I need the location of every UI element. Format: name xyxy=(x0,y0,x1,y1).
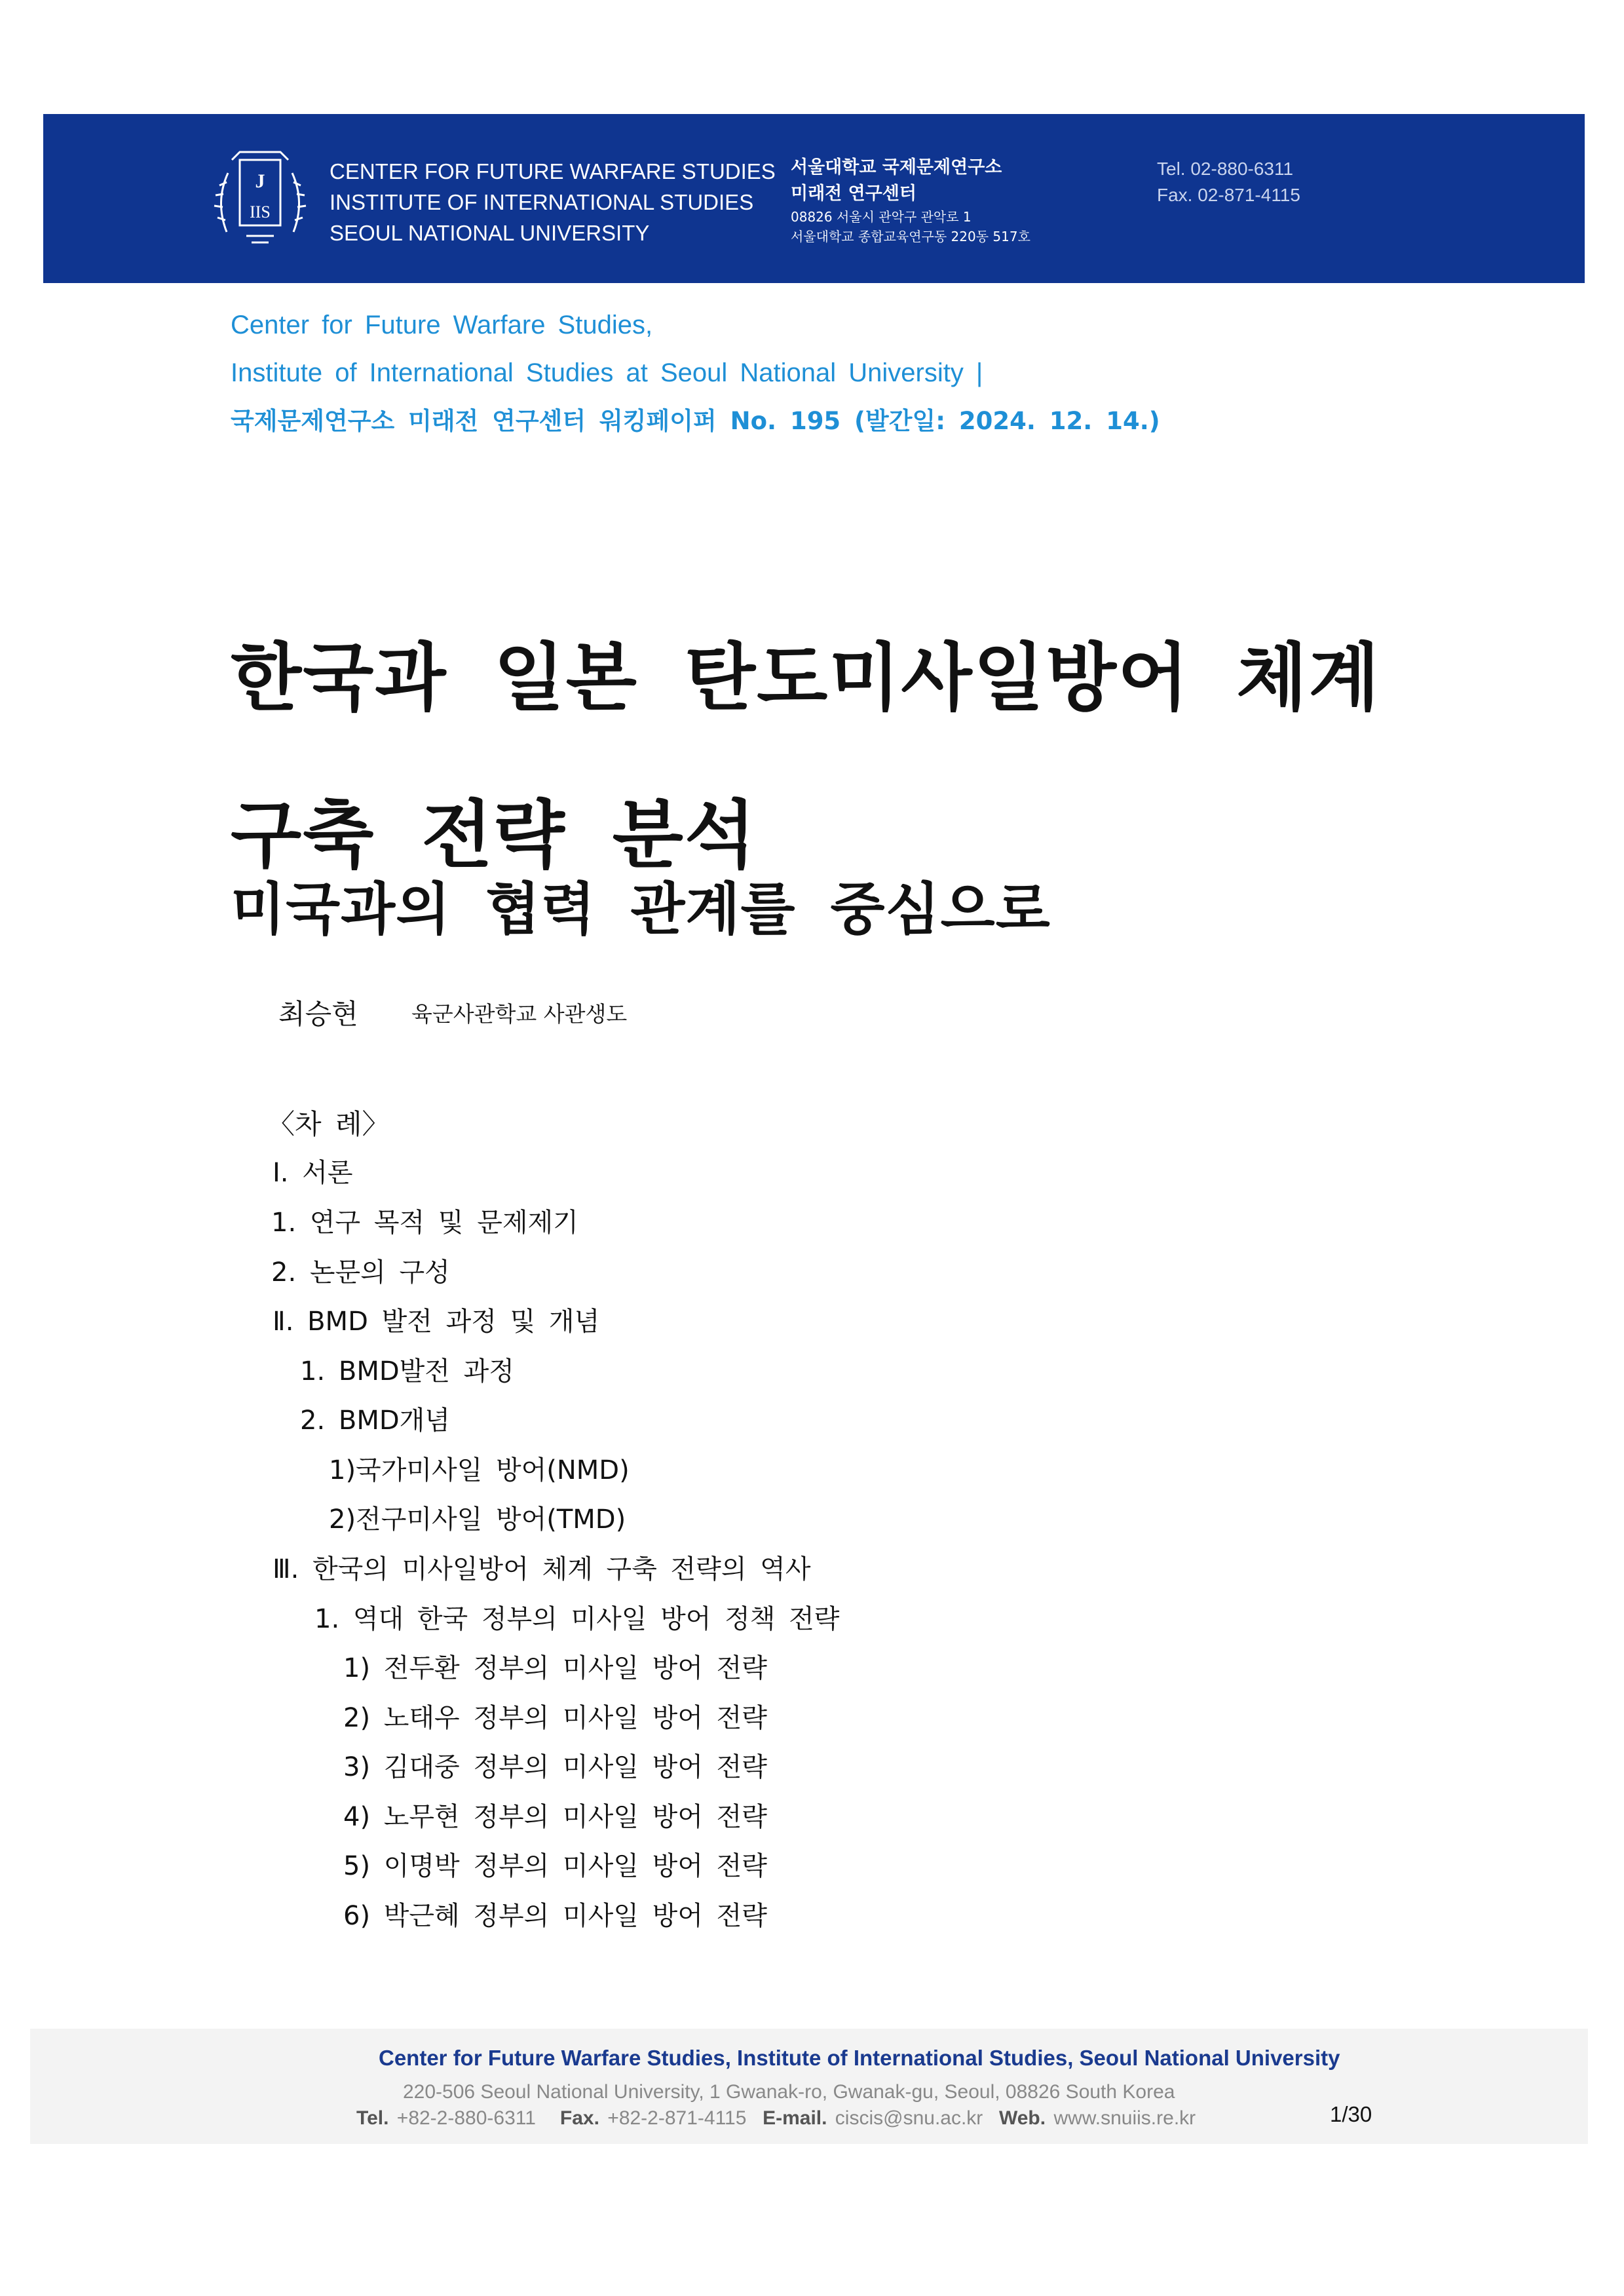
footer-fax-label: Fax. xyxy=(559,2107,599,2129)
banner-contact xyxy=(1157,156,1300,208)
author-name: 최승현 xyxy=(278,998,358,1030)
banner-en-line: SEOUL NATIONAL UNIVERSITY xyxy=(330,221,650,245)
footer-fax: +82-2-871-4115 xyxy=(607,2107,747,2129)
banner-address-line2: 서울대학교 종합교육연구동 220동 517호 xyxy=(791,229,1030,244)
toc-item: 1. BMD발전 과정 xyxy=(300,1356,514,1387)
footer-tel: +82-2-880-6311 xyxy=(396,2107,536,2129)
footer-tel-label: Tel. xyxy=(356,2107,389,2129)
banner-fax: Fax. 02-871-4115 xyxy=(1157,185,1300,205)
toc-item: 4) 노무현 정부의 미사일 방어 전략 xyxy=(343,1802,767,1832)
toc-item: 1. 연구 목적 및 문제제기 xyxy=(271,1208,578,1238)
toc-item: 1) 전두환 정부의 미사일 방어 전략 xyxy=(343,1653,767,1683)
banner-tel: Tel. 02-880-6311 xyxy=(1157,159,1294,179)
paper-header xyxy=(231,301,1160,445)
banner-english-name xyxy=(330,156,776,248)
footer-web-link[interactable]: www.snuiis.re.kr xyxy=(1053,2107,1196,2129)
toc-item: 2) 노태우 정부의 미사일 방어 전략 xyxy=(343,1703,767,1733)
toc-heading: 〈차 례〉 xyxy=(267,1108,390,1140)
header-line2: Institute of International Studies at Seoul National University | xyxy=(231,358,983,387)
logo-text: IIS xyxy=(250,202,271,221)
toc-item: Ⅱ. BMD 발전 과정 및 개념 xyxy=(273,1307,600,1337)
header-line1: Center for Future Warfare Studies, xyxy=(231,311,653,339)
snu-iis-emblem-icon xyxy=(212,147,308,246)
footer-org-name: Center for Future Warfare Studies, Institute of International Studies, Seoul National University xyxy=(379,2046,1340,2070)
banner-address-line1: 08826 서울시 관악구 관악로 1 xyxy=(791,209,972,225)
toc-item: Ⅰ. 서론 xyxy=(273,1158,353,1188)
footer-web-label: Web. xyxy=(998,2107,1046,2129)
banner-en-line: INSTITUTE OF INTERNATIONAL STUDIES xyxy=(330,190,754,214)
toc-item: 3) 김대중 정부의 미사일 방어 전략 xyxy=(343,1752,767,1782)
banner-ko-line1: 서울대학교 국제문제연구소 xyxy=(791,157,1002,178)
page-number: 1/30 xyxy=(1330,2102,1372,2126)
toc-item: 2. 논문의 구성 xyxy=(271,1257,450,1288)
toc-item: 5) 이명박 정부의 미사일 방어 전략 xyxy=(343,1851,767,1881)
toc-item: 1. 역대 한국 정부의 미사일 방어 정책 전략 xyxy=(314,1604,840,1634)
footer-email-label: E-mail. xyxy=(763,2107,827,2129)
title-line1: 한국과 일본 탄도미사일방어 체계 xyxy=(231,636,1381,721)
footer-address: 220-506 Seoul National University, 1 Gwanak-ro, Gwanak-gu, Seoul, 08826 South Korea xyxy=(403,2081,1175,2103)
toc-item: 6) 박근혜 정부의 미사일 방어 전략 xyxy=(343,1901,767,1931)
toc-item: 2. BMD개념 xyxy=(300,1406,450,1436)
banner-ko-line2: 미래전 연구센터 xyxy=(791,183,916,204)
banner-en-line: CENTER FOR FUTURE WARFARE STUDIES xyxy=(330,159,776,183)
svg-text:J: J xyxy=(255,170,265,192)
toc-item: Ⅲ. 한국의 미사일방어 체계 구축 전략의 역사 xyxy=(273,1554,811,1584)
toc-item: 2)전구미사일 방어(TMD) xyxy=(329,1504,626,1535)
title-line2: 구축 전략 분석 xyxy=(231,793,757,878)
footer-contact xyxy=(356,2107,1196,2130)
footer-email-link[interactable]: ciscis@snu.ac.kr xyxy=(835,2107,983,2129)
banner-korean-name xyxy=(791,155,1030,246)
header-line3: 국제문제연구소 미래전 연구센터 워킹페이퍼 No. 195 (발간일: 2024. 12. 14.) xyxy=(231,407,1160,435)
paper-subtitle: 미국과의 협력 관계를 중심으로 xyxy=(231,877,1051,942)
toc-item: 1)국가미사일 방어(NMD) xyxy=(329,1455,630,1485)
author-affiliation: 육군사관학교 사관생도 xyxy=(411,1001,628,1027)
